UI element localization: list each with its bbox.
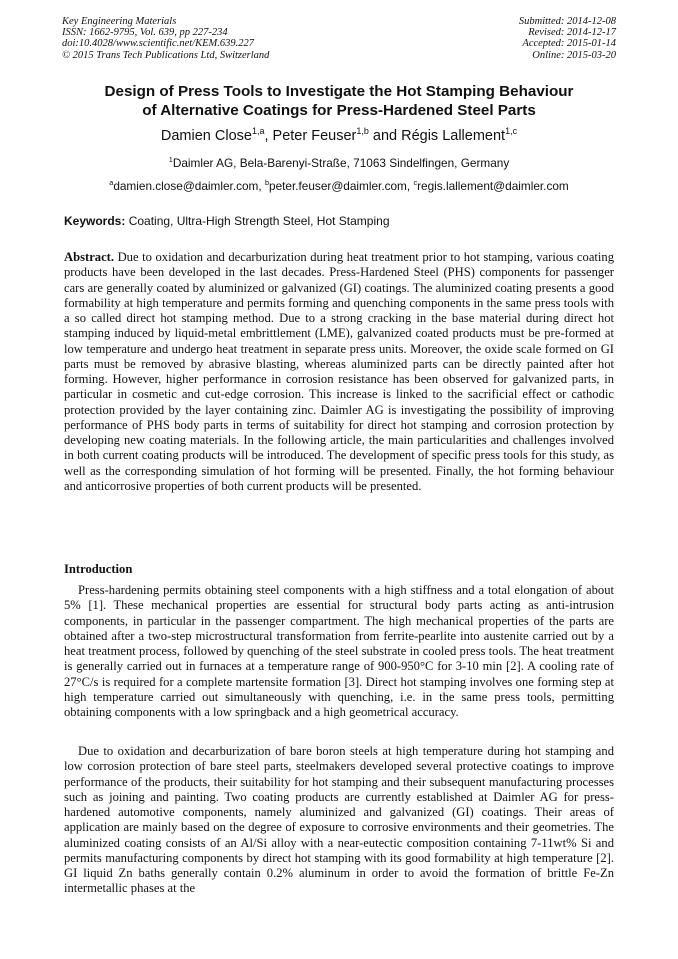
online-date: Online: 2015-03-20	[532, 49, 616, 61]
submitted-date: Submitted: 2014-12-08	[518, 16, 616, 27]
title-line-1: Design of Press Tools to Investigate the Hot Stamping Behaviour	[104, 83, 574, 100]
keywords-label: Keywords:	[64, 214, 126, 228]
doi: doi:10.4028/www.scientific.net/KEM.639.227	[62, 38, 254, 50]
author-3: Régis Lallement	[401, 128, 506, 144]
author-list	[20, 127, 658, 145]
email-marker-c: c	[413, 178, 418, 188]
abstract-text: Due to oxidation and decarburization during heat treatment prior to hot stamping, various coating products have been developed in the last decades. Press-Hardened Steel (PHS) components for passenger cars are generally coated by aluminized or galvanized (GI) coatings. The aluminized coating presents a good formability at high temperature and permits forming and quenching components in the same press tools with a so called direct hot stamping method. Due to a strong cracking in the base material during direct hot stamping induced by liquid-metal embrittlement (LME), galvanized coated products must be pre-formed at low temperature and undergo heat treatment in separate press units. Moreover, the oxide scale formed on GI parts must be removed by abrasive blasting, whereas aluminized parts can be directly painted after hot forming. However, higher performance in corrosion resistance has been observed for galvanized parts, in particular in cosmetic and cut-edge corrosion. This increase is linked to the sacrificial effect or cathodic protection provided by the layer containing zinc. Daimler AG is investigating the possibility of improving performance of PHS body parts in terms of suitability for direct hot stamping and corrosion protection by developing new coating materials. In the following article, the main particularities and challenges involved in both current coating products will be introduced. The development of specific press tools for this study, as well as the corresponding simulation of hot forming will be presented. Finally, the hot forming behaviour and anticorrosive properties of both current products will be presented.	[64, 250, 614, 493]
abstract	[64, 250, 614, 494]
author-emails	[20, 179, 658, 194]
journal-info	[62, 16, 269, 61]
affiliation-marker: 1	[168, 155, 173, 165]
author-separator: and	[368, 128, 402, 144]
abstract-label: Abstract.	[64, 250, 115, 264]
title-line-2: of Alternative Coatings for Press-Hardened Steel Parts	[142, 102, 536, 119]
introduction-paragraph-2: Due to oxidation and decarburization of bare boron steels at high temperature during hot stamping and low corrosion protection of bare steel parts, steelmakers developed several protective coatings to improve performance of the products, their suitability for hot stamping and their subsequent manufacturing processes such as joining and painting. Two coating products are currently established at Daimler AG for press-hardened automotive components, namely aluminized and galvanized (GI) coatings. Their areas of application are mainly based on the degree of exposure to corrosive environments and their geometries. The aluminized coating consists of an Al/Si alloy with a near-eutectic composition containing 7-11wt% Si and permits manufacturing components by direct hot stamping with its good formability at high temperature [2]. GI liquid Zn baths generally contain 0.2% aluminum in order to avoid the formation of brittle Fe-Zn intermetallic phases at the	[64, 744, 614, 896]
email-b: peter.feuser@daimler.com,	[269, 179, 414, 193]
email-a: damien.close@daimler.com,	[113, 179, 265, 193]
affiliation-text: Daimler AG, Bela-Barenyi-Straße, 71063 Sindelfingen, Germany	[172, 156, 510, 170]
section-heading-introduction: Introduction	[64, 562, 133, 576]
issn: ISSN: 1662-9795, Vol. 639, pp 227-234	[62, 27, 228, 39]
author-separator: ,	[264, 128, 273, 144]
submission-dates	[519, 16, 616, 61]
paper-title	[40, 82, 638, 120]
author-3-affil: 1,c	[505, 126, 518, 137]
keywords-text: Coating, Ultra-High Strength Steel, Hot Stamping	[125, 214, 390, 228]
email-marker-a: a	[109, 178, 114, 188]
email-marker-b: b	[264, 178, 270, 188]
journal-name: Key Engineering Materials	[62, 16, 177, 27]
keywords	[64, 214, 614, 229]
affiliation	[20, 156, 658, 171]
author-2-affil: 1,b	[356, 126, 369, 137]
author-1-affil: 1,a	[251, 126, 265, 137]
accepted-date: Accepted: 2015-01-14	[522, 38, 616, 50]
author-1: Damien Close	[160, 128, 252, 144]
copyright: © 2015 Trans Tech Publications Ltd, Switzerland	[62, 49, 270, 61]
email-c: regis.lallement@daimler.com	[417, 179, 569, 193]
revised-date: Revised: 2014-12-17	[528, 27, 616, 39]
author-2: Peter Feuser	[272, 128, 357, 144]
introduction-paragraph-1: Press-hardening permits obtaining steel components with a high stiffness and a total elongation of about 5% [1]. These mechanical properties are essential for structural body parts acting as anti-intrusion components, in particular in the passenger compartment. The high mechanical properties of the parts are obtained after a two-step microstructural transformation from ferrite-pearlite into austenite carried out by a heat treatment process, followed by quenching of the steel substrate in cooled press tools. The heat treatment is generally carried out in furnaces at a temperature range of 900-950°C for 3-10 min [2]. A cooling rate of 27°C/s is required for a complete martensite formation [3]. Direct hot stamping involves one forming step at high temperature carried out simultaneously with quenching, i.e. in the same press tools, permitting obtaining components with a low springback and a high geometrical accuracy.	[64, 583, 614, 719]
